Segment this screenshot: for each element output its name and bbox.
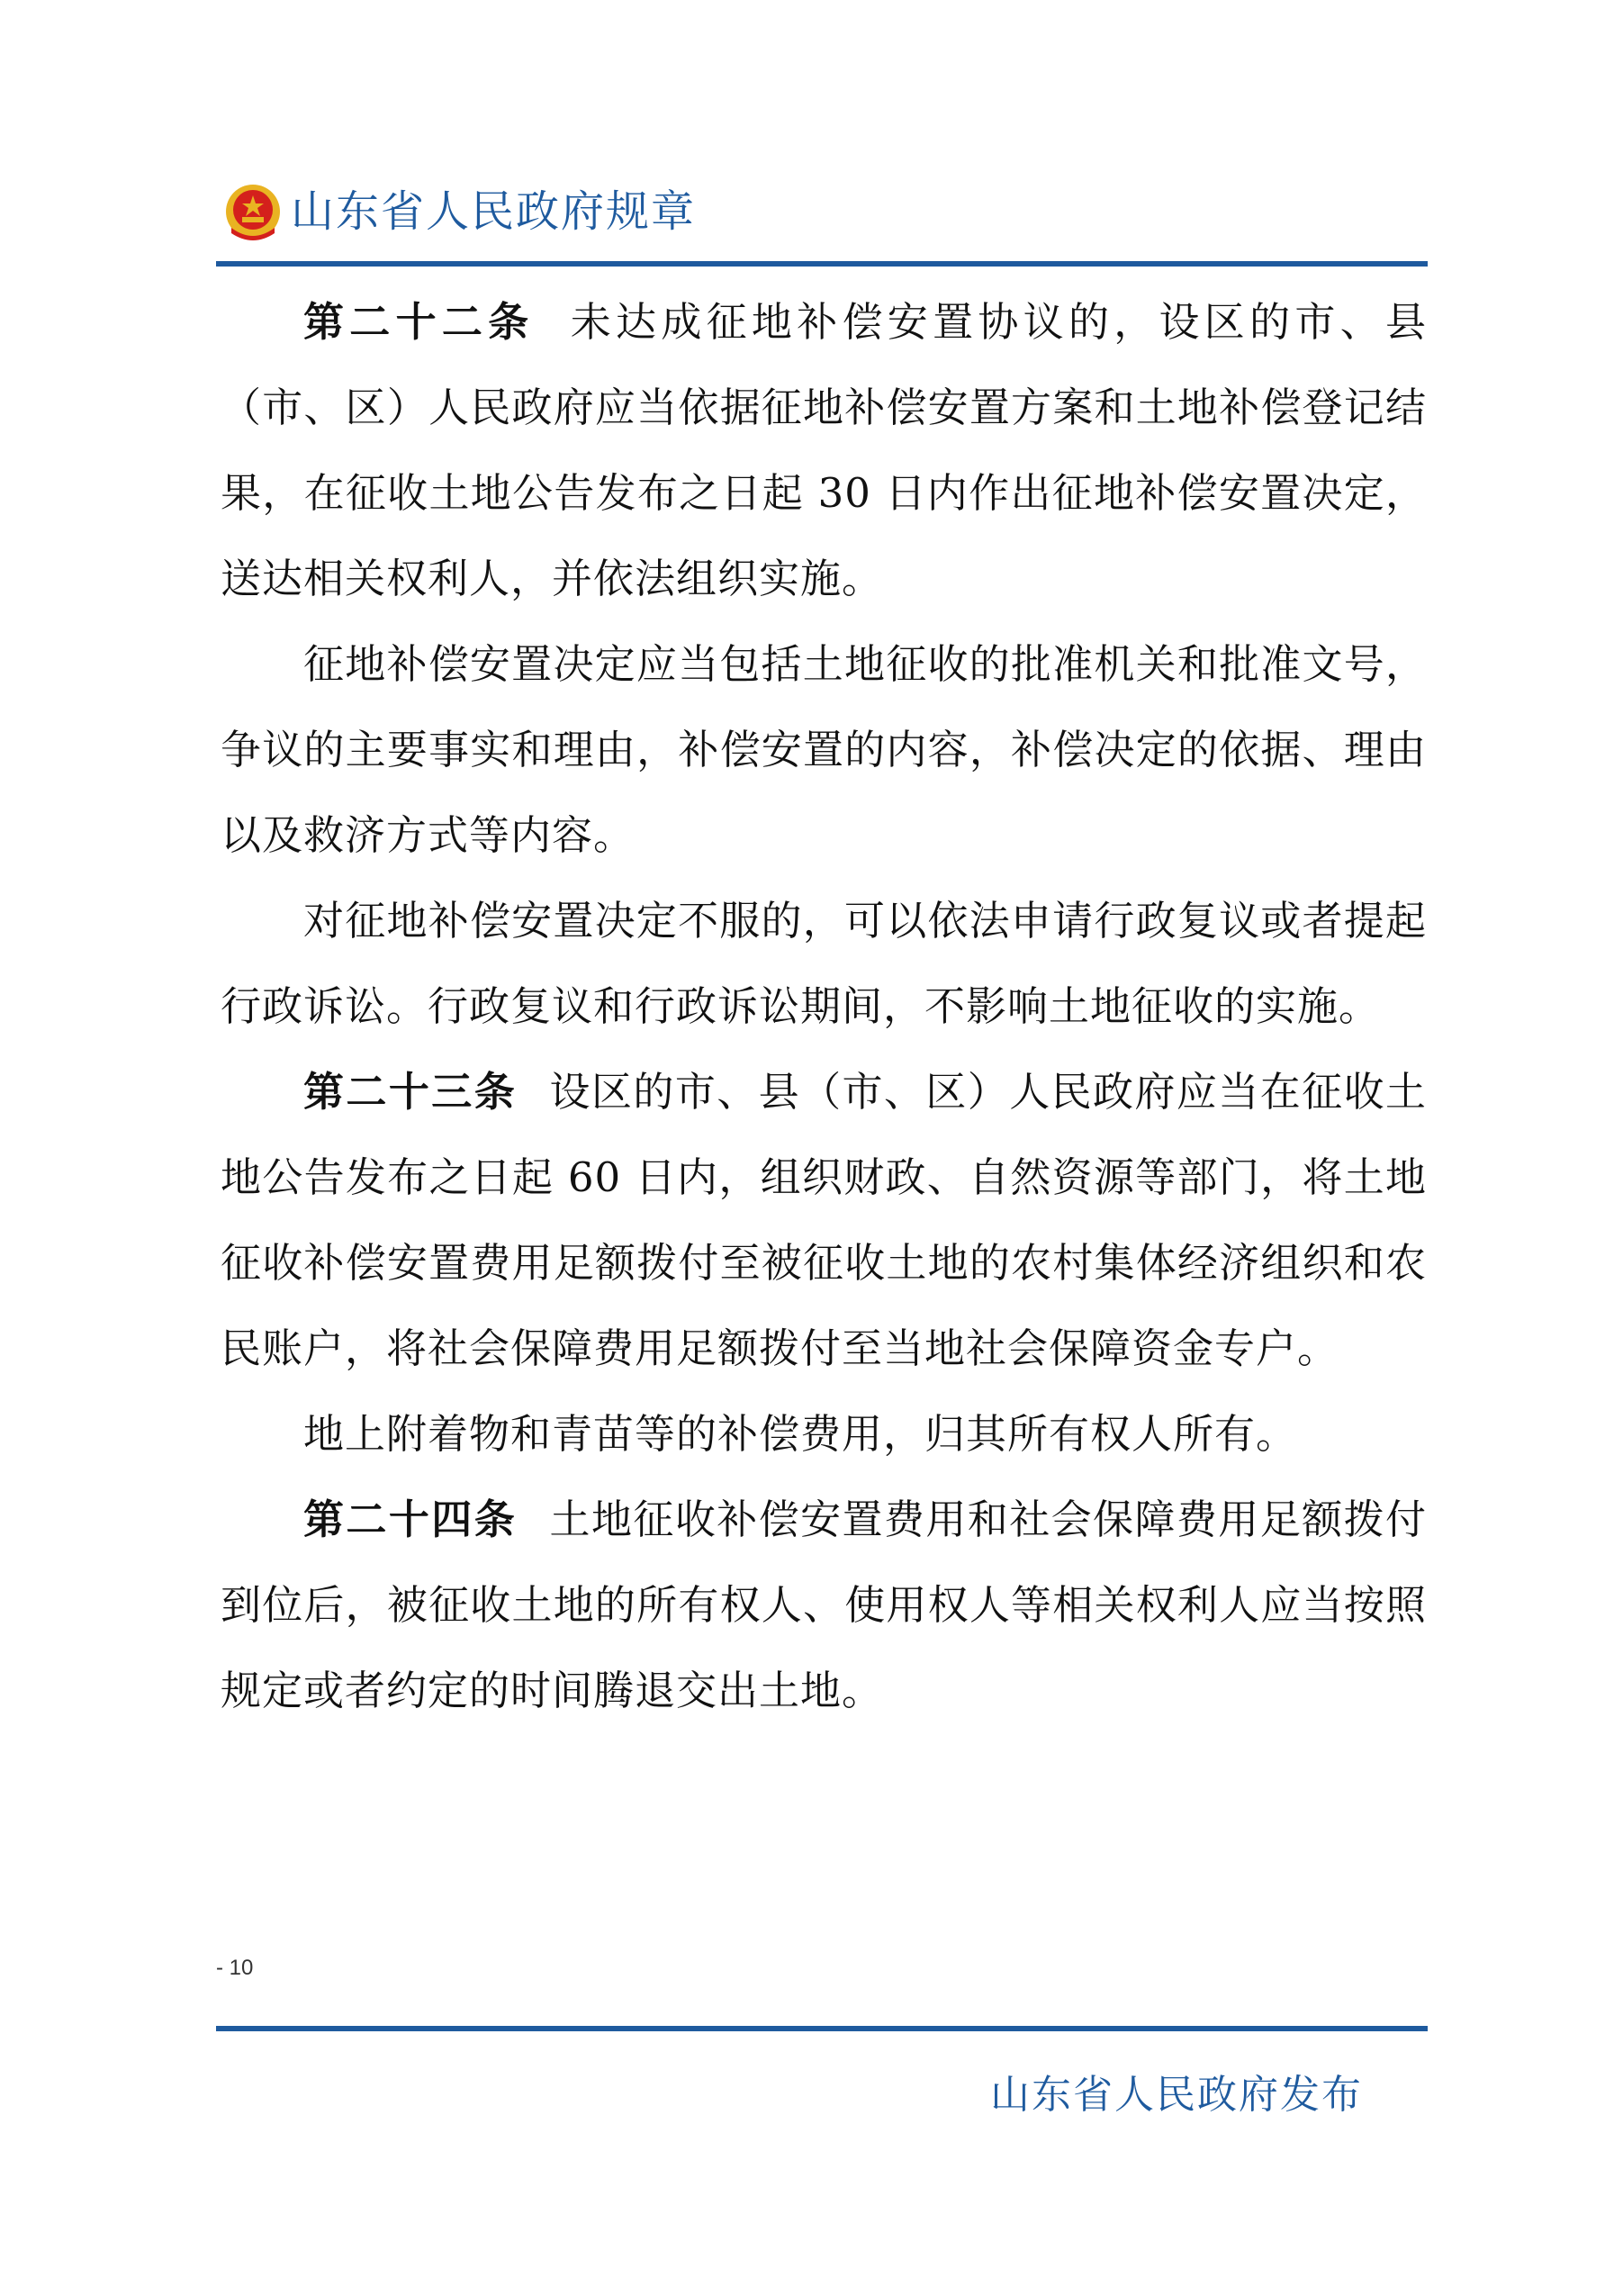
page-number: - 10 — [216, 1956, 254, 1980]
document-body — [221, 279, 1427, 1733]
paragraph — [221, 1477, 1427, 1733]
paragraph — [221, 1391, 1427, 1477]
paragraph-text: 地上附着物和青苗等的补偿费用，归其所有权人所有。 — [303, 1410, 1298, 1458]
paragraph-text: 设区的市、县（市、区）人民政府应当在征收土地公告发布之日起 60 日内，组织财政、自然资源等部门，将土地征收补偿安置费用足额拨付至被征收土地的农村集体经济组织和农民账户，将社会保障费用足额拨付至当地社会保障资金专户。 — [221, 1068, 1427, 1372]
paragraph-text: 对征地补偿安置决定不服的，可以依法申请行政复议或者提起行政诉讼。行政复议和行政诉讼期间，不影响土地征收的实施。 — [221, 897, 1427, 1030]
footer-divider — [216, 2026, 1428, 2031]
paragraph-text: 未达成征地补偿安置协议的，设区的市、县（市、区）人民政府应当依据征地补偿安置方案和土地补偿登记结果，在征收土地公告发布之日起 30 日内作出征地补偿安置决定，送达相关权利人，并依法组织实施。 — [221, 298, 1427, 602]
page-header — [221, 176, 1427, 275]
paragraph-text: 征地补偿安置决定应当包括土地征收的批准机关和批准文号，争议的主要事实和理由，补偿安置的内容，补偿决定的依据、理由以及救济方式等内容。 — [221, 640, 1427, 859]
article-number: 第二十四条 — [303, 1496, 518, 1543]
national-emblem-icon — [221, 181, 285, 246]
footer-publisher: 山东省人民政府发布 — [990, 2072, 1363, 2118]
paragraph — [221, 1049, 1427, 1391]
paragraph — [221, 878, 1427, 1049]
article-number: 第二十三条 — [303, 1068, 518, 1116]
header-title: 山东省人民政府规章 — [291, 186, 697, 237]
paragraph — [221, 621, 1427, 878]
article-number: 第二十二条 — [303, 298, 535, 346]
paragraph-text: 土地征收补偿安置费用和社会保障费用足额拨付到位后，被征收土地的所有权人、使用权人等相关权利人应当按照规定或者约定的时间腾退交出土地。 — [221, 1496, 1427, 1714]
header-divider — [216, 261, 1428, 267]
paragraph — [221, 279, 1427, 621]
